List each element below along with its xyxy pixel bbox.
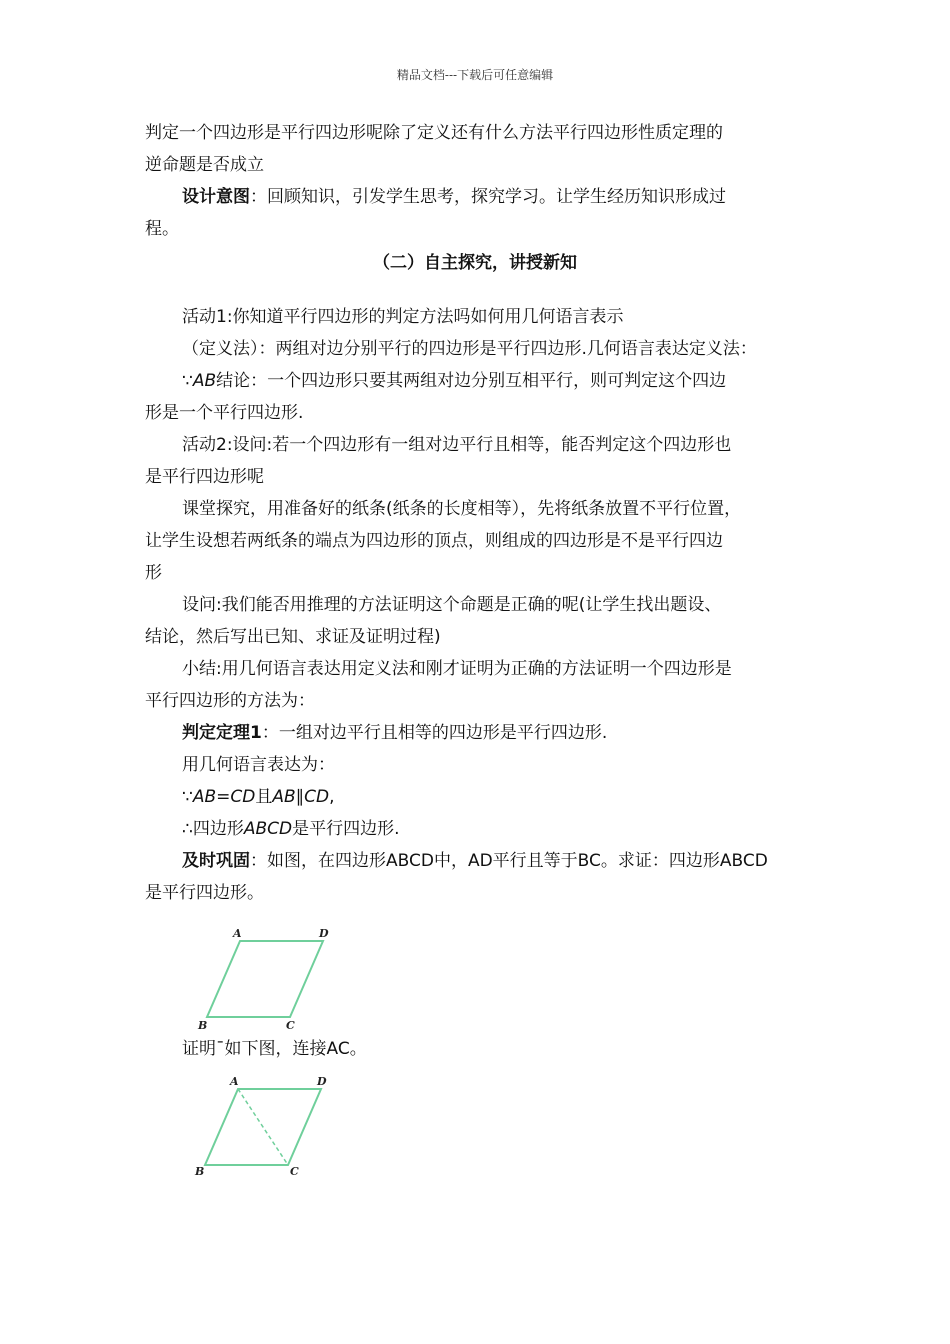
math-text: AB (192, 787, 217, 807)
parallel-symbol: ∥ (295, 787, 305, 807)
text-line: 小结:用几何语言表达用定义法和刚才证明为正确的方法证明一个四边形是 (182, 659, 732, 679)
text-line: 让学生设想若两纸条的端点为四边形的顶点，则组成的四边形是不是平行四边 (145, 531, 723, 551)
proof-line: 证明¯如下图，连接AC。 (182, 1039, 367, 1059)
text-line (182, 370, 726, 392)
text-line: 逆命题是否成立 (145, 155, 264, 175)
theorem-text: ：一组对边平行且相等的四边形是平行四边形. (261, 723, 608, 743)
parallelogram-diagonal-figure (193, 1073, 333, 1183)
therefore-text: ∴四边形 (182, 819, 244, 839)
vertex-label-d: D (317, 1075, 327, 1088)
page-header: 精品文档---下载后可任意编辑 (396, 68, 554, 82)
design-intent-label: 设计意图 (182, 187, 250, 207)
vertex-label-d: D (319, 927, 329, 940)
text-line: （定义法）：两组对边分别平行的四边形是平行四边形.几何语言表达定义法： (182, 339, 757, 359)
theorem-line (182, 722, 607, 744)
design-intent (182, 186, 726, 208)
text-line: 平行四边形的方法为： (145, 691, 315, 711)
theorem-label: 判定定理1 (182, 723, 262, 743)
design-intent-text: ：回顾知识，引发学生思考，探究学习。让学生经历知识形成过 (250, 187, 726, 207)
vertex-label-a: A (230, 1075, 239, 1088)
text-line: 是平行四边形呢 (145, 467, 264, 487)
math-line (182, 818, 400, 840)
vertex-label-b: B (198, 1019, 208, 1032)
text-line: 是平行四边形。 (145, 883, 264, 903)
text-line: 用几何语言表达为： (182, 755, 335, 775)
diagonal-ac (238, 1089, 288, 1165)
math-text: AB (272, 787, 296, 807)
text-line: 结论，然后写出已知、求证及证明过程) (145, 627, 441, 647)
parallelogram-shape (207, 941, 323, 1017)
vertex-label-b: B (195, 1165, 205, 1178)
text-span: 且 (255, 787, 273, 807)
text-line: 判定一个四边形是平行四边形呢除了定义还有什么方法平行四边形性质定理的 (145, 123, 723, 143)
math-text: ABCD (243, 819, 293, 839)
text-line: 课堂探究，用准备好的纸条(纸条的长度相等），先将纸条放置不平行位置， (182, 499, 742, 519)
text-line: 形是一个平行四边形. (145, 403, 304, 423)
text-line: 形 (145, 563, 162, 583)
text-span: 是平行四边形. (292, 819, 400, 839)
parallelogram-figure (195, 925, 335, 1035)
exercise-label: 及时巩固 (182, 851, 250, 871)
text-span: 结论：一个四边形只要其两组对边分别互相平行，则可判定这个四边 (216, 371, 727, 391)
math-text: CD (230, 787, 256, 807)
because-symbol: ∵ (182, 787, 193, 807)
text-line: 设问:我们能否用推理的方法证明这个命题是正确的呢(让学生找出题设、 (182, 595, 722, 615)
section-heading: （二）自主探究，讲授新知 (373, 253, 577, 273)
text-line: 活动2:设问:若一个四边形有一组对边平行且相等，能否判定这个四边形也 (182, 435, 732, 455)
math-text: = (216, 787, 231, 807)
exercise-line (182, 850, 768, 872)
because-symbol: ∵ (182, 371, 193, 391)
math-text: CD (304, 787, 330, 807)
math-text: AB (192, 371, 217, 391)
math-line (182, 786, 335, 808)
text-line: 活动1:你知道平行四边形的判定方法吗如何用几何语言表示 (182, 307, 624, 327)
vertex-label-c: C (290, 1165, 299, 1178)
vertex-label-a: A (233, 927, 242, 940)
text-line: 程。 (145, 219, 179, 239)
exercise-text: ：如图，在四边形ABCD中，AD平行且等于BC。求证：四边形ABCD (250, 851, 768, 871)
text-span: , (329, 787, 335, 807)
vertex-label-c: C (286, 1019, 295, 1032)
